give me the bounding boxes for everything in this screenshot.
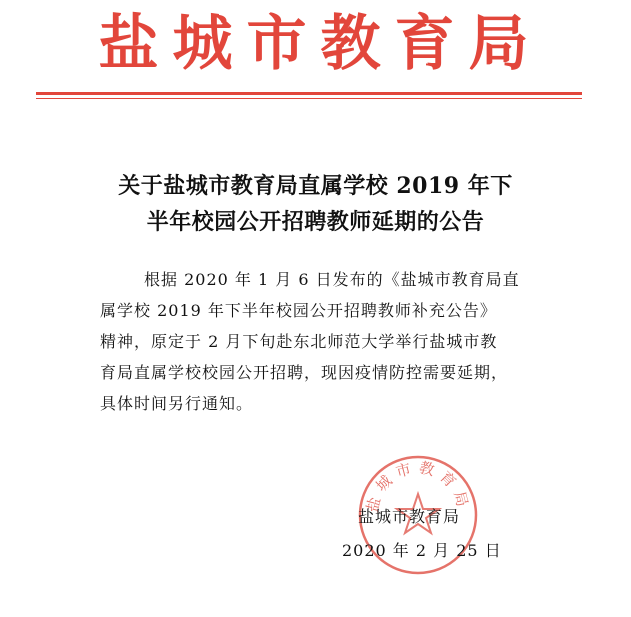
announcement-body (100, 264, 540, 419)
letterhead-rule-thick (36, 92, 582, 95)
signer-name: 盐城市教育局 (358, 507, 461, 526)
letterhead-title: 盐城市教育局 (98, 9, 543, 79)
document-title-line-2: 半年校园公开招聘教师延期的公告 (146, 209, 485, 235)
letterhead-rule-thin (36, 98, 582, 99)
body-line-2: 属学校 2019 年下半年校园公开招聘教师补充公告》 (100, 301, 497, 320)
body-line-3: 精神，原定于 2 月下旬赴东北师范大学举行盐城市教 (100, 332, 498, 351)
document-title-line-1: 关于盐城市教育局直属学校 2019 年下 (118, 173, 513, 199)
body-line-1: 根据 2020 年 1 月 6 日发布的《盐城市教育局直 (144, 270, 520, 289)
document-title (0, 168, 631, 240)
seal-text: 盐城市教育局 (363, 458, 473, 515)
body-line-4: 育局直属学校校园公开招聘，现因疫情防控需要延期， (100, 363, 509, 382)
body-line-5: 具体时间另行通知。 (100, 394, 254, 413)
signature-date: 2020 年 2 月 25 日 (342, 541, 502, 560)
